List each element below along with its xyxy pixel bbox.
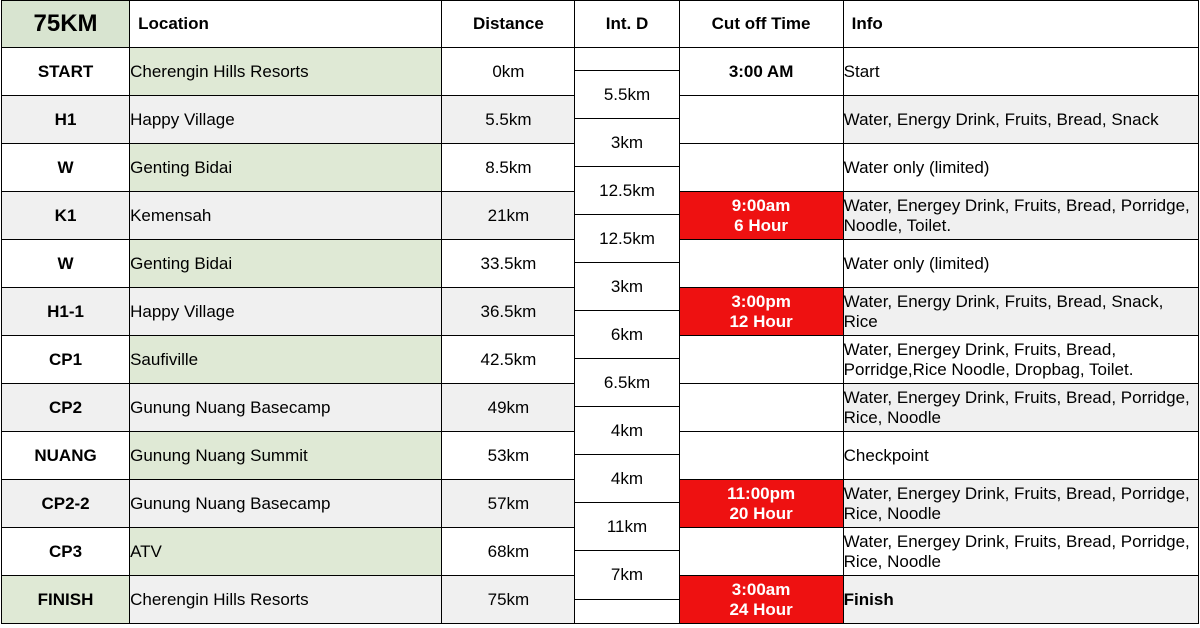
row-5-cutoff-time (679, 288, 843, 336)
row-6-checkpoint-code: CP1 (2, 336, 130, 384)
row-11-location: Cherengin Hills Resorts (130, 576, 442, 624)
row-1-cutoff-time (679, 96, 843, 144)
row-2-info: Water only (limited) (843, 144, 1198, 192)
row-10-checkpoint-code: CP3 (2, 528, 130, 576)
row-0-interval-distance: 5.5km (575, 71, 679, 119)
header-cell-interval-distance: Int. D (575, 1, 679, 48)
header-cell-info: Info (843, 1, 1198, 48)
row-5-cutoff-hours: 12 Hour (729, 311, 793, 331)
row-4-cutoff-time (679, 240, 843, 288)
row-10-location: ATV (130, 528, 442, 576)
row-9-checkpoint-code: CP2-2 (2, 480, 130, 528)
row-11-cutoff-clock: 3:00am (731, 579, 791, 599)
row-11-distance: 75km (442, 576, 575, 624)
row-3-interval-distance: 12.5km (575, 215, 679, 263)
row-2-cutoff-time (679, 144, 843, 192)
row-4-info: Water only (limited) (843, 240, 1198, 288)
row-3-checkpoint-code: K1 (2, 192, 130, 240)
row-7-location: Gunung Nuang Basecamp (130, 384, 442, 432)
row-11-cutoff-time (679, 576, 843, 624)
row-3-location: Kemensah (130, 192, 442, 240)
row-1-interval-distance: 3km (575, 119, 679, 167)
row-7-checkpoint-code: CP2 (2, 384, 130, 432)
row-9-cutoff-hours: 20 Hour (729, 503, 793, 523)
table-row (2, 48, 1199, 71)
row-2-distance: 8.5km (442, 144, 575, 192)
row-9-cutoff-clock: 11:00pm (727, 483, 796, 503)
row-4-checkpoint-code: W (2, 240, 130, 288)
row-1-info: Water, Energy Drink, Fruits, Bread, Snack (843, 96, 1198, 144)
header-cell-distance: Distance (442, 1, 575, 48)
row-0-cutoff-time: 3:00 AM (679, 48, 843, 96)
table-body (2, 1, 1199, 624)
row-3-info: Water, Energey Drink, Fruits, Bread, Porridge, Noodle, Toilet. (843, 192, 1198, 240)
row-7-distance: 49km (442, 384, 575, 432)
row-4-distance: 33.5km (442, 240, 575, 288)
row-2-location: Genting Bidai (130, 144, 442, 192)
row-5-checkpoint-code: H1-1 (2, 288, 130, 336)
row-0-info: Start (843, 48, 1198, 96)
row-5-info: Water, Energy Drink, Fruits, Bread, Snack, Rice (843, 288, 1198, 336)
interval-top-blank (575, 48, 679, 71)
row-2-checkpoint-code: W (2, 144, 130, 192)
row-6-info: Water, Energey Drink, Fruits, Bread, Porridge,Rice Noodle, Dropbag, Toilet. (843, 336, 1198, 384)
row-10-cutoff-time (679, 528, 843, 576)
row-8-cutoff-time (679, 432, 843, 480)
table-header-row (2, 1, 1199, 48)
row-9-distance: 57km (442, 480, 575, 528)
row-7-info: Water, Energey Drink, Fruits, Bread, Porridge, Rice, Noodle (843, 384, 1198, 432)
row-9-cutoff-time (679, 480, 843, 528)
row-11-info: Finish (843, 576, 1198, 624)
row-1-distance: 5.5km (442, 96, 575, 144)
row-1-checkpoint-code: H1 (2, 96, 130, 144)
row-1-location: Happy Village (130, 96, 442, 144)
row-10-info: Water, Energey Drink, Fruits, Bread, Porridge, Rice, Noodle (843, 528, 1198, 576)
row-0-distance: 0km (442, 48, 575, 96)
row-9-info: Water, Energey Drink, Fruits, Bread, Porridge, Rice, Noodle (843, 480, 1198, 528)
row-0-checkpoint-code: START (2, 48, 130, 96)
row-10-interval-distance: 7km (575, 551, 679, 600)
row-3-cutoff-time (679, 192, 843, 240)
row-11-checkpoint-code: FINISH (2, 576, 130, 624)
row-3-cutoff-clock: 9:00am (731, 195, 791, 215)
row-6-distance: 42.5km (442, 336, 575, 384)
row-11-cutoff-hours: 24 Hour (729, 599, 793, 619)
row-5-location: Happy Village (130, 288, 442, 336)
row-3-cutoff-hours: 6 Hour (734, 215, 789, 235)
interval-bottom-blank (575, 600, 679, 624)
row-7-cutoff-time (679, 384, 843, 432)
row-8-distance: 53km (442, 432, 575, 480)
row-4-location: Genting Bidai (130, 240, 442, 288)
row-0-location: Cherengin Hills Resorts (130, 48, 442, 96)
header-cell-cutoff-time: Cut off Time (679, 1, 843, 48)
row-4-interval-distance: 3km (575, 263, 679, 311)
race-checkpoint-table (1, 0, 1199, 624)
row-3-distance: 21km (442, 192, 575, 240)
row-7-interval-distance: 4km (575, 407, 679, 455)
row-8-location: Gunung Nuang Summit (130, 432, 442, 480)
header-cell-distance-title: 75KM (2, 1, 130, 48)
row-8-interval-distance: 4km (575, 455, 679, 503)
row-6-cutoff-time (679, 336, 843, 384)
row-2-interval-distance: 12.5km (575, 167, 679, 215)
row-5-distance: 36.5km (442, 288, 575, 336)
header-cell-location: Location (130, 1, 442, 48)
row-6-interval-distance: 6.5km (575, 359, 679, 407)
row-6-location: Saufiville (130, 336, 442, 384)
row-10-distance: 68km (442, 528, 575, 576)
row-9-location: Gunung Nuang Basecamp (130, 480, 442, 528)
row-9-interval-distance: 11km (575, 503, 679, 551)
row-8-checkpoint-code: NUANG (2, 432, 130, 480)
row-8-info: Checkpoint (843, 432, 1198, 480)
row-5-interval-distance: 6km (575, 311, 679, 359)
row-5-cutoff-clock: 3:00pm (731, 291, 791, 311)
